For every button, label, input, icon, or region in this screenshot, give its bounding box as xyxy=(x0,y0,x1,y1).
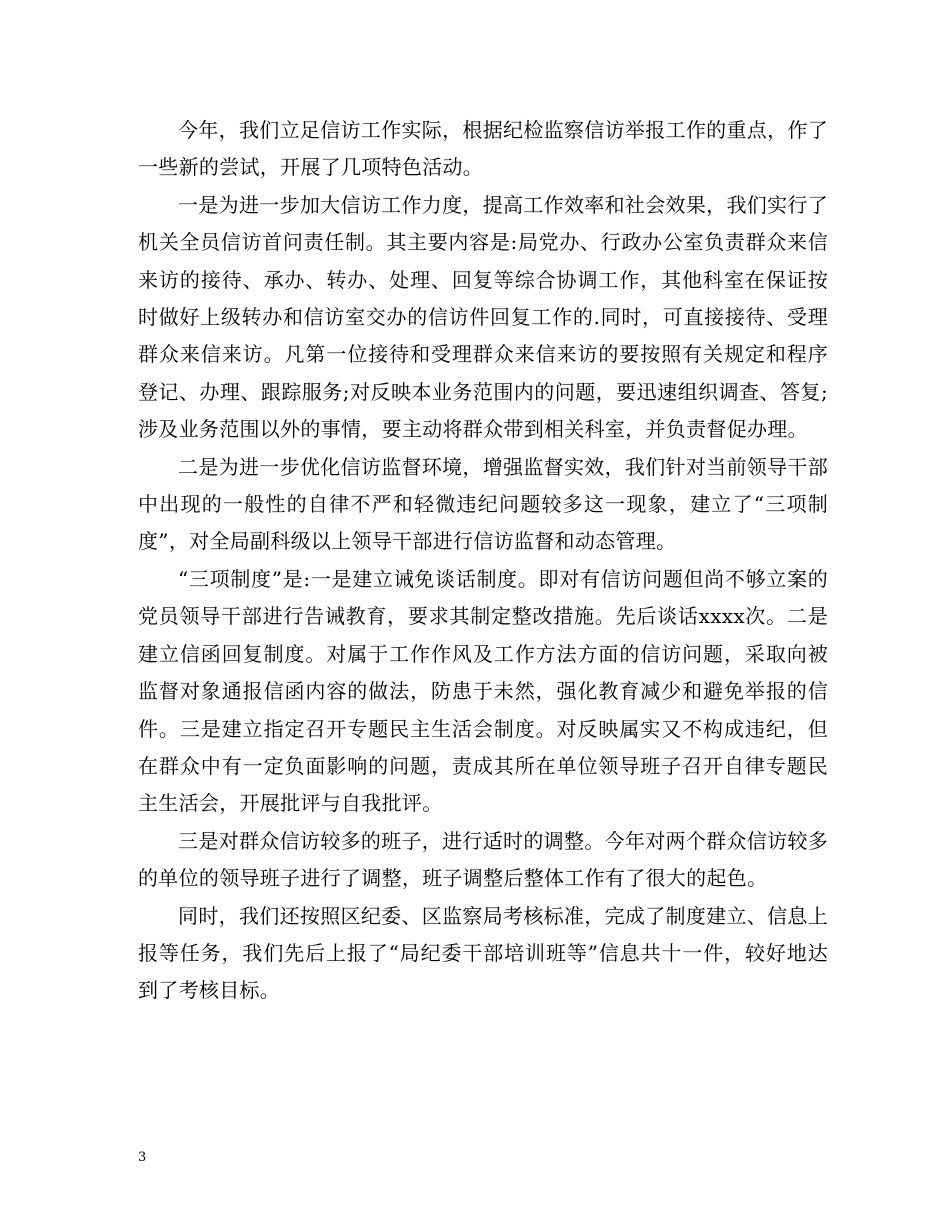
paragraph-intro: 今年，我们立足信访工作实际，根据纪检监察信访举报工作的重点，作了一些新的尝试，开展了几项特色活动。 xyxy=(138,118,828,180)
paragraph-second-measure: 二是为进一步优化信访监督环境，增强监督实效，我们针对当前领导干部中出现的一般性的自律不严和轻微违纪问题较多这一现象，建立了“三项制度”，对全局副科级以上领导干部进行信访监督和动态管理。 xyxy=(138,454,828,554)
document-body xyxy=(138,112,828,1010)
paragraph-first-measure: 一是为进一步加大信访工作力度，提高工作效率和社会效果，我们实行了机关全员信访首问责任制。其主要内容是:局党办、行政办公室负责群众来信来访的接待、承办、转办、处理、回复等综合协调工作，其他科室在保证按时做好上级转办和信访室交办的信访件回复工作的.同时，可直接接待、受理群众来信来访。凡第一位接待和受理群众来信来访的要按照有关规定和程序登记、办理、跟踪服务;对反映本业务范围内的问题，要迅速组织调查、答复;涉及业务范围以外的事情，要主动将群众带到相关科室，并负责督促办理。 xyxy=(138,192,828,442)
paragraph-third-measure: 三是对群众信访较多的班子，进行适时的调整。今年对两个群众信访较多的单位的领导班子进行了调整，班子调整后整体工作有了很大的起色。 xyxy=(138,828,828,891)
paragraph-three-systems: “三项制度”是:一是建立诫免谈话制度。即对有信访问题但尚不够立案的党员领导干部进行告诫教育，要求其制定整改措施。先后谈话xxxx次。二是建立信函回复制度。对属于工作作风及工作方法方面的信访问题，采取向被监督对象通报信函内容的做法，防患于未然，强化教育减少和避免举报的信件。三是建立指定召开专题民主生活会制度。对反映属实又不构成违纪，但在群众中有一定负面影响的问题，责成其所在单位领导班子召开自律专题民主生活会，开展批评与自我批评。 xyxy=(138,566,828,816)
page-number: 3 xyxy=(138,1150,147,1165)
paragraph-assessment: 同时，我们还按照区纪委、区监察局考核标准，完成了制度建立、信息上报等任务，我们先后上报了“局纪委干部培训班等”信息共十一件，较好地达到了考核目标。 xyxy=(138,903,828,1003)
